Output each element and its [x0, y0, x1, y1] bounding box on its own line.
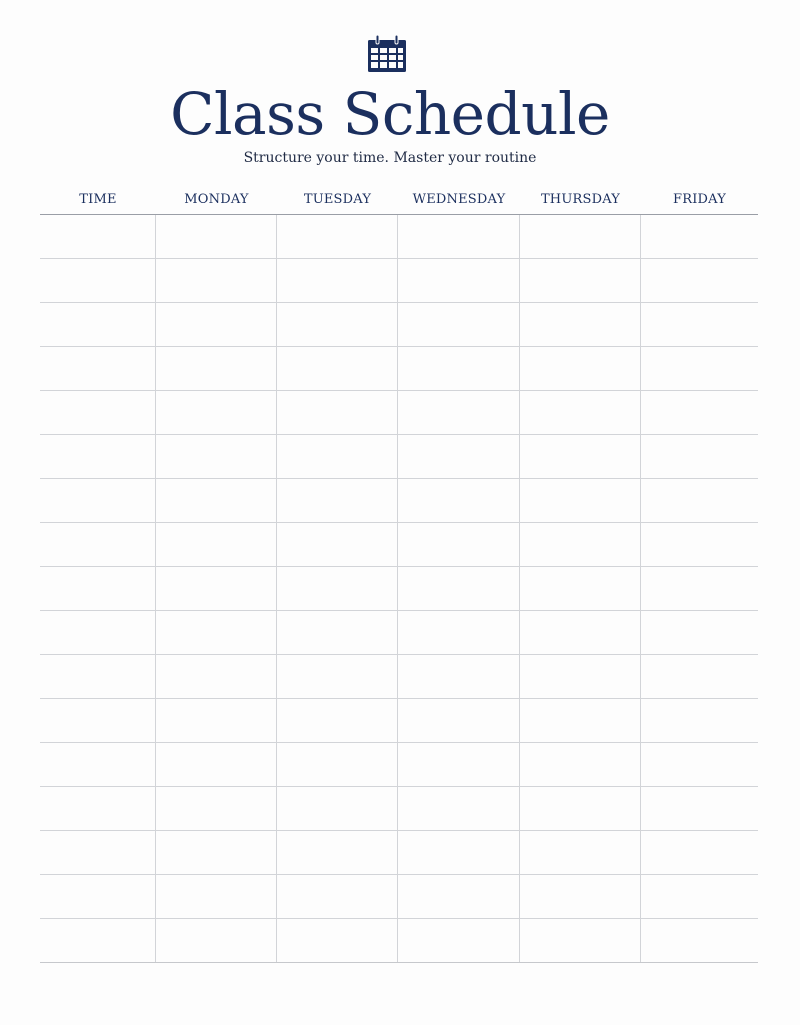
- schedule-cell[interactable]: [277, 787, 398, 830]
- schedule-cell[interactable]: [641, 699, 758, 742]
- schedule-cell[interactable]: [641, 435, 758, 478]
- schedule-cell[interactable]: [398, 523, 520, 566]
- schedule-cell[interactable]: [398, 831, 520, 874]
- table-row: [40, 523, 758, 567]
- schedule-cell[interactable]: [40, 699, 156, 742]
- table-row: [40, 215, 758, 259]
- table-row: [40, 875, 758, 919]
- schedule-cell[interactable]: [398, 919, 520, 962]
- table-row: [40, 611, 758, 655]
- table-row: [40, 259, 758, 303]
- schedule-cell[interactable]: [641, 347, 758, 390]
- schedule-cell[interactable]: [641, 259, 758, 302]
- schedule-cell[interactable]: [40, 391, 156, 434]
- schedule-table: [40, 188, 758, 963]
- schedule-cell[interactable]: [277, 347, 398, 390]
- page-subtitle: Structure your time. Master your routine: [243, 150, 537, 166]
- schedule-cell[interactable]: [277, 831, 398, 874]
- schedule-cell[interactable]: [641, 567, 758, 610]
- schedule-cell[interactable]: [398, 347, 520, 390]
- schedule-cell[interactable]: [398, 303, 520, 346]
- schedule-cell[interactable]: [40, 215, 156, 258]
- schedule-cell[interactable]: [40, 919, 156, 962]
- schedule-cell[interactable]: [277, 259, 398, 302]
- schedule-cell[interactable]: [277, 743, 398, 786]
- schedule-cell[interactable]: [156, 831, 277, 874]
- schedule-cell[interactable]: [277, 611, 398, 654]
- schedule-cell[interactable]: [520, 919, 641, 962]
- schedule-cell[interactable]: [398, 391, 520, 434]
- schedule-cell[interactable]: [520, 391, 641, 434]
- calendar-icon: [367, 34, 407, 74]
- schedule-cell[interactable]: [156, 215, 277, 258]
- schedule-cell[interactable]: [156, 523, 277, 566]
- schedule-cell[interactable]: [277, 919, 398, 962]
- schedule-cell[interactable]: [398, 435, 520, 478]
- schedule-cell[interactable]: [520, 611, 641, 654]
- schedule-cell[interactable]: [40, 743, 156, 786]
- schedule-cell[interactable]: [641, 303, 758, 346]
- schedule-cell[interactable]: [641, 479, 758, 522]
- schedule-cell[interactable]: [40, 831, 156, 874]
- page-title: Class Schedule: [170, 80, 610, 148]
- schedule-cell[interactable]: [156, 435, 277, 478]
- schedule-cell[interactable]: [277, 303, 398, 346]
- schedule-cell[interactable]: [641, 655, 758, 698]
- table-row: [40, 743, 758, 787]
- table-row: [40, 787, 758, 831]
- column-header-tuesday: TUESDAY: [303, 192, 372, 207]
- schedule-cell[interactable]: [156, 743, 277, 786]
- schedule-cell[interactable]: [156, 567, 277, 610]
- schedule-cell[interactable]: [398, 655, 520, 698]
- schedule-cell[interactable]: [277, 699, 398, 742]
- schedule-cell[interactable]: [520, 479, 641, 522]
- table-row: [40, 919, 758, 963]
- schedule-cell[interactable]: [277, 215, 398, 258]
- table-row: [40, 347, 758, 391]
- schedule-cell[interactable]: [40, 303, 156, 346]
- schedule-cell[interactable]: [641, 215, 758, 258]
- schedule-cell[interactable]: [277, 567, 398, 610]
- table-row: [40, 435, 758, 479]
- schedule-cell[interactable]: [156, 699, 277, 742]
- schedule-cell[interactable]: [156, 259, 277, 302]
- schedule-cell[interactable]: [156, 391, 277, 434]
- table-row: [40, 831, 758, 875]
- schedule-cell[interactable]: [156, 479, 277, 522]
- schedule-cell[interactable]: [398, 259, 520, 302]
- table-body: [40, 215, 758, 963]
- schedule-cell[interactable]: [277, 435, 398, 478]
- schedule-cell[interactable]: [641, 611, 758, 654]
- schedule-cell[interactable]: [40, 523, 156, 566]
- schedule-cell[interactable]: [40, 655, 156, 698]
- schedule-cell[interactable]: [156, 347, 277, 390]
- schedule-cell[interactable]: [641, 523, 758, 566]
- schedule-cell[interactable]: [156, 787, 277, 830]
- column-header-wednesday: WEDNESDAY: [412, 192, 506, 207]
- schedule-cell[interactable]: [520, 303, 641, 346]
- schedule-cell[interactable]: [520, 699, 641, 742]
- schedule-cell[interactable]: [40, 611, 156, 654]
- schedule-cell[interactable]: [520, 831, 641, 874]
- column-header-monday: MONDAY: [184, 192, 249, 207]
- table-header-row: [40, 188, 758, 215]
- schedule-cell[interactable]: [641, 875, 758, 918]
- column-header-thursday: THURSDAY: [540, 192, 621, 207]
- schedule-cell[interactable]: [40, 479, 156, 522]
- table-row: [40, 391, 758, 435]
- schedule-cell[interactable]: [40, 347, 156, 390]
- schedule-cell[interactable]: [277, 479, 398, 522]
- column-header-friday: FRIDAY: [672, 192, 726, 207]
- schedule-cell[interactable]: [156, 611, 277, 654]
- schedule-cell[interactable]: [277, 875, 398, 918]
- schedule-cell[interactable]: [40, 787, 156, 830]
- schedule-cell[interactable]: [40, 435, 156, 478]
- schedule-cell[interactable]: [398, 215, 520, 258]
- schedule-cell[interactable]: [641, 743, 758, 786]
- schedule-cell[interactable]: [398, 479, 520, 522]
- table-row: [40, 655, 758, 699]
- schedule-cell[interactable]: [520, 259, 641, 302]
- schedule-cell[interactable]: [520, 215, 641, 258]
- schedule-cell[interactable]: [277, 523, 398, 566]
- schedule-cell[interactable]: [277, 391, 398, 434]
- schedule-cell[interactable]: [520, 435, 641, 478]
- table-row: [40, 479, 758, 523]
- table-row: [40, 567, 758, 611]
- schedule-cell[interactable]: [40, 259, 156, 302]
- table-row: [40, 699, 758, 743]
- schedule-cell[interactable]: [40, 567, 156, 610]
- schedule-cell[interactable]: [520, 347, 641, 390]
- schedule-cell[interactable]: [520, 743, 641, 786]
- schedule-cell[interactable]: [398, 699, 520, 742]
- schedule-cell[interactable]: [641, 391, 758, 434]
- schedule-cell[interactable]: [156, 655, 277, 698]
- schedule-cell[interactable]: [641, 787, 758, 830]
- schedule-cell[interactable]: [641, 919, 758, 962]
- schedule-cell[interactable]: [398, 567, 520, 610]
- schedule-cell[interactable]: [520, 567, 641, 610]
- schedule-cell[interactable]: [277, 655, 398, 698]
- schedule-cell[interactable]: [641, 831, 758, 874]
- schedule-cell[interactable]: [156, 919, 277, 962]
- schedule-cell[interactable]: [156, 303, 277, 346]
- schedule-cell[interactable]: [520, 655, 641, 698]
- schedule-cell[interactable]: [398, 743, 520, 786]
- schedule-cell[interactable]: [520, 875, 641, 918]
- schedule-cell[interactable]: [398, 875, 520, 918]
- schedule-cell[interactable]: [398, 787, 520, 830]
- table-row: [40, 303, 758, 347]
- schedule-cell[interactable]: [398, 611, 520, 654]
- schedule-cell[interactable]: [520, 523, 641, 566]
- schedule-cell[interactable]: [520, 787, 641, 830]
- column-header-time: TIME: [79, 192, 117, 207]
- schedule-cell[interactable]: [156, 875, 277, 918]
- schedule-cell[interactable]: [40, 875, 156, 918]
